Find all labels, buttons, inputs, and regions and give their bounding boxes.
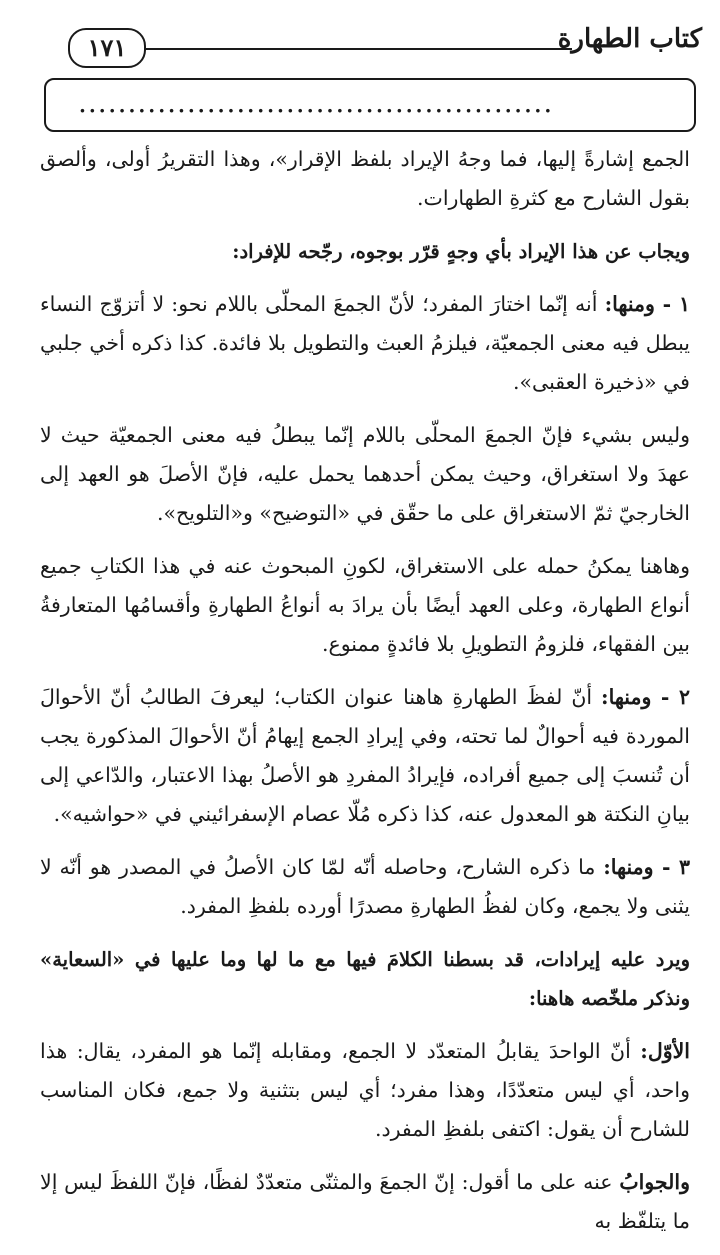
- paragraph: [40, 848, 690, 926]
- paragraph: [40, 232, 690, 271]
- paragraph: [40, 678, 690, 834]
- paragraph: [40, 547, 690, 664]
- paragraph-lead: ١ - ومنها:: [604, 292, 690, 316]
- paragraph: [40, 416, 690, 533]
- paragraph-lead: ٣ - ومنها:: [603, 855, 690, 879]
- paragraph-text: الجمع إشارةً إليها، فما وجهُ الإيراد بلفظ الإقرار»، وهذا التقريرُ أولى، وألصق بقول الشارح مع كثرةِ الطهارات.: [40, 147, 690, 210]
- paragraph: [40, 940, 690, 1018]
- paragraph-text: أنّ لفظَ الطهارةِ هاهنا عنوان الكتاب؛ ليعرفَ الطالبُ أنّ الأحوالَ الموردة فيه أحوالٌ لما تحته، وفي إيرادِ الجمع إيهامُ أنّ الأحوالَ المذكورة يجب أن تُنسبَ إلى جميع أفراده، فإيرادُ المفردِ هو الأصلُ بهذا الاعتبار، والدّاعي إلى بيانِ النكتة هو المعدول عنه، كذا ذكره مُلّا عصام الإسفرائيني في «حواشيه».: [40, 685, 690, 826]
- matn-placeholder-dots: ................................................: [78, 86, 554, 119]
- paragraph-text: ويجاب عن هذا الإيراد بأي وجهٍ قرّر بوجوه، رجّحه للإفراد:: [232, 240, 690, 263]
- paragraph-text: عنه على ما أقول: إنّ الجمعَ والمثنّى متعدّدٌ لفظًا، فإنّ اللفظَ ليس إلا ما يتلفّظ به: [40, 1170, 690, 1233]
- paragraph-text: ويرد عليه إيرادات، قد بسطنا الكلامَ فيها مع ما لها وما عليها في «السعاية» ونذكر ملخّصه هاهنا:: [40, 948, 690, 1010]
- paragraph-text: أنه إنّما اختارَ المفرد؛ لأنّ الجمعَ المحلّى باللام نحو: لا أتزوّج النساء يبطل فيه معنى الجمعيّة، فيلزمُ العبث والتطويل بلا فائدة. كذا ذكره أخي جلبي في «ذخيرة العقبى».: [40, 292, 690, 394]
- paragraph-text: وهاهنا يمكنُ حمله على الاستغراق، لكونِ المبحوث عنه في هذا الكتابِ جميع أنواع الطهارة، وعلى العهد أيضًا بأن يرادَ به أنواعُ الطهارةِ وأقسامُها المتعارفةُ بين الفقهاء، فلزومُ التطويلِ بلا فائدةٍ ممنوع.: [40, 554, 690, 656]
- paragraph: [40, 140, 690, 218]
- chapter-title: كتاب الطهارة: [557, 24, 702, 54]
- paragraph: [40, 285, 690, 402]
- paragraph-text: وليس بشيء فإنّ الجمعَ المحلّى باللام إنّما يبطلُ فيه معنى الجمعيّة حيث لا عهدَ ولا استغراق، وحيث يمكن أحدهما يحمل عليه، فإنّ الأصلَ هو العهد إلى الخارجيّ ثمّ الاستغراق على ما حقّق في «التوضيح» و«التلويح».: [40, 423, 690, 525]
- paragraph-lead: الأوّل:: [640, 1039, 690, 1063]
- paragraph-text: أنّ الواحدَ يقابلُ المتعدّد لا الجمع، ومقابله إنّما هو المفرد، يقال: هذا واحد، أي ليس متعدّدًا، وهذا مفرد؛ أي ليس بتثنية ولا جمع، فكان المناسب للشارح أن يقول: اكتفى بلفظِ المفرد.: [40, 1039, 690, 1141]
- body-text: [40, 140, 690, 1255]
- page-number: ١٧١: [68, 28, 146, 68]
- header-rule: [138, 48, 572, 50]
- paragraph-lead: ٢ - ومنها:: [601, 685, 690, 709]
- paragraph: [40, 1163, 690, 1241]
- paragraph: [40, 1032, 690, 1149]
- paragraph-lead: والجوابُ: [619, 1170, 690, 1194]
- paragraph-text: ما ذكره الشارح، وحاصله أنّه لمّا كان الأصلُ في المصدر هو أنّه لا يثنى ولا يجمع، وكان لفظُ الطهارةِ مصدرًا أورده بلفظِ المفرد.: [40, 855, 690, 918]
- page-header: [18, 14, 702, 62]
- matn-box: [44, 78, 696, 132]
